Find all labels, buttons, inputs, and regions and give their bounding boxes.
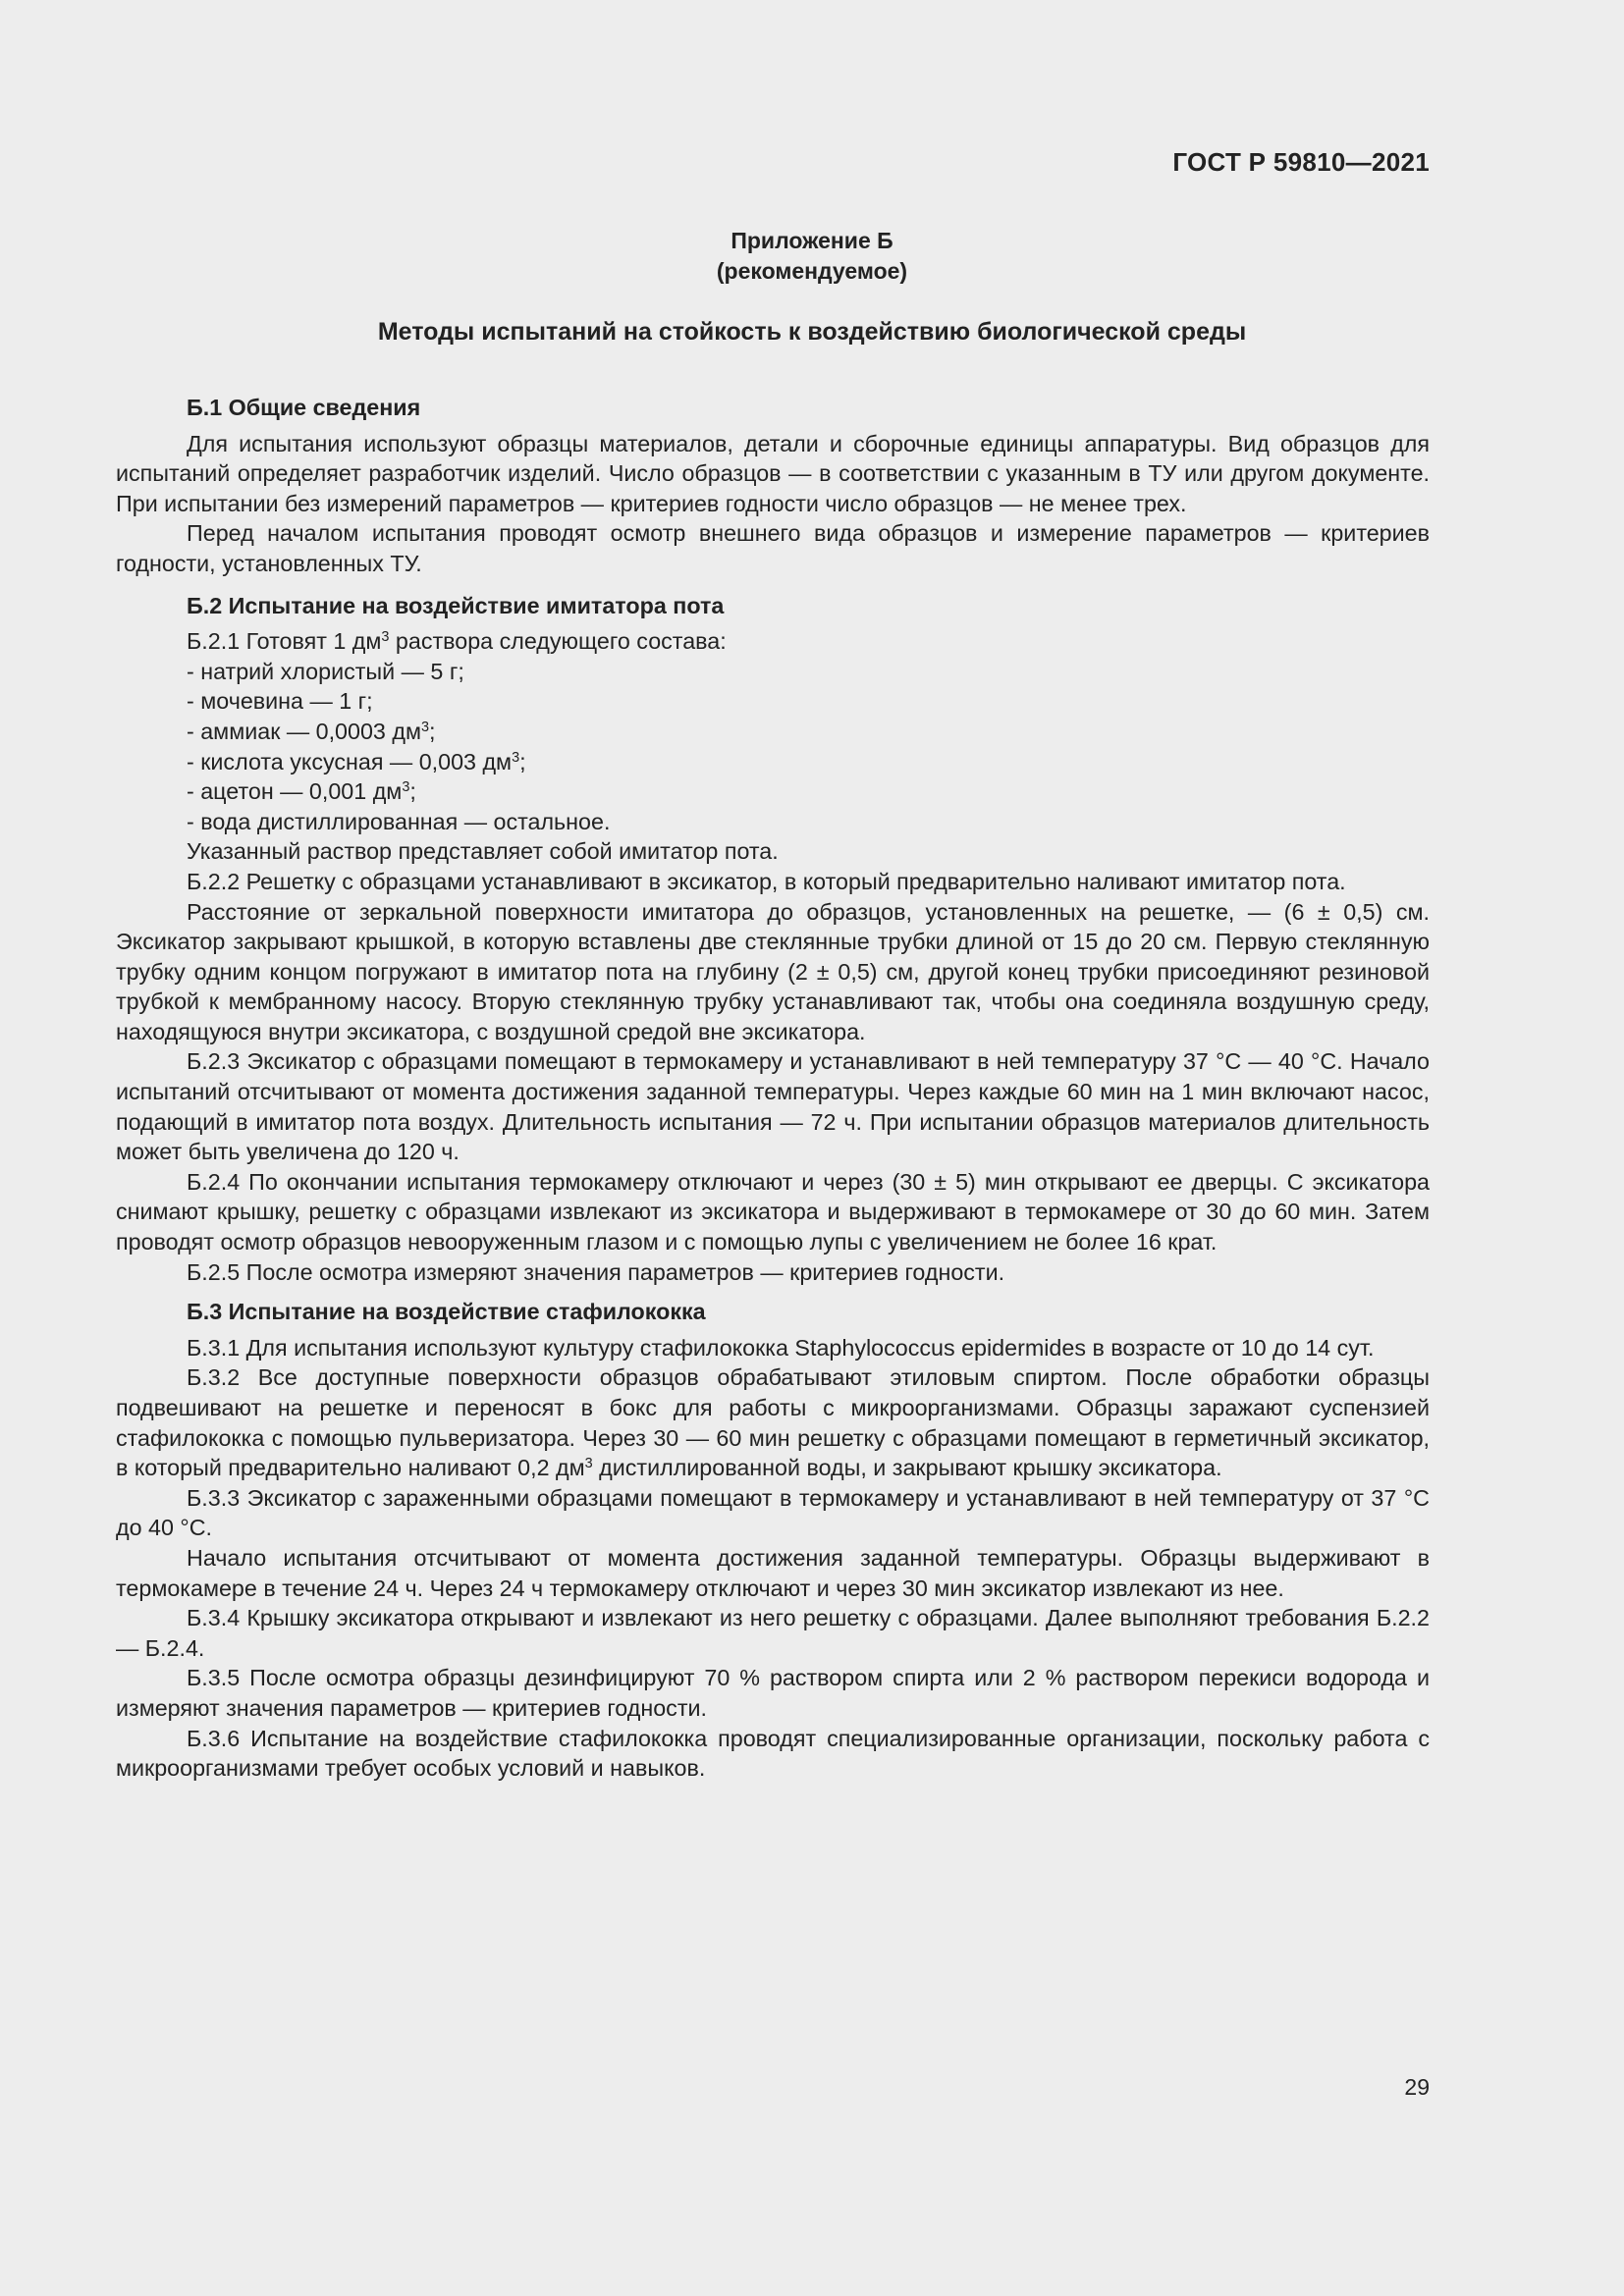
clause-b-3-5: Б.3.5 После осмотра образцы дезинфицируют 70 % раствором спирта или 2 % раствором перекиси водорода и измеряют значения параметров — критериев годности. xyxy=(116,1665,1430,1721)
list-item: - вода дистиллированная — остальное. xyxy=(187,808,611,834)
clause-b-2-5: Б.2.5 После осмотра измеряют значения параметров — критериев годности. xyxy=(187,1258,1005,1285)
section-heading-b2: Б.2 Испытание на воздействие имитатора пота xyxy=(187,592,725,618)
list-item: - аммиак — 0,0003 $дм^3$; xyxy=(187,718,436,744)
paragraph: Расстояние от зеркальной поверхности имитатора до образцов, установленных на решетке, — (6 ± 0,5) см. Эксикатор закрывают крышкой, в которую вставлены две стеклянные трубки длиной от 15 до 20 см. Первую стеклянную трубку одним концом погружают в имитатор пота на глубину (2 ± 0,5) см, другой конец трубки присоединяют резиновой трубкой к мембранному насосу. Вторую стеклянную трубку устанавливают так, чтобы она соединяла воздушную среду, находящуюся внутри эксикатора, с воздушной средой вне эксикатора. xyxy=(116,898,1430,1044)
annex-title: Приложение Б xyxy=(731,228,893,253)
document-title: Методы испытаний на стойкость к воздействию биологической среды xyxy=(377,318,1247,346)
annex-heading xyxy=(0,226,1624,287)
clause-b-3-6: Б.3.6 Испытание на воздействие стафилококка проводят специализированные организации, поскольку работа с микроорганизмами требует особых условий и навыков. xyxy=(116,1725,1430,1782)
clause-b-2-4: Б.2.4 По окончании испытания термокамеру отключают и через (30 ± 5) мин открывают ее дверцы. С эксикатора снимают крышку, решетку с образцами извлекают из эксикатора и выдерживают в термокамере от 30 до 60 мин. Затем проводят осмотр образцов невооруженным глазом и с помощью лупы с увеличением не более 16 крат. xyxy=(116,1168,1430,1255)
clause-b-3-4: Б.3.4 Крышку эксикатора открывают и извлекают из него решетку с образцами. Далее выполняют требования Б.2.2 — Б.2.4. xyxy=(116,1605,1430,1661)
paragraph: Перед началом испытания проводят осмотр внешнего вида образцов и измерение параметров — критериев годности, установленных ТУ. xyxy=(116,520,1430,576)
paragraph: Начало испытания отсчитывают от момента достижения заданной температуры. Образцы выдерживают в термокамере в течение 24 ч. Через 24 ч термокамеру отключают и через 30 мин эксикатор извлекают из нее. xyxy=(116,1544,1430,1601)
clause-b-3-3: Б.3.3 Эксикатор с зараженными образцами помещают в термокамеру и устанавливают в ней температуру от 37 °С до 40 °С. xyxy=(116,1484,1430,1541)
paragraph: Указанный раствор представляет собой имитатор пота. xyxy=(187,838,779,865)
document-body xyxy=(116,393,1430,1784)
clause-b-2-1: Б.2.1 Готовят 1 $дм^3$ раствора следующего состава: xyxy=(187,628,727,655)
clause-b-3-1: Б.3.1 Для испытания используют культуру стафилококка Staphylococcus epidermides в возрасте от 10 до 14 сут. xyxy=(187,1334,1375,1361)
list-item: - ацетон — 0,001 $дм^3$; xyxy=(187,778,416,805)
clause-b-2-3: Б.2.3 Эксикатор с образцами помещают в термокамеру и устанавливают в ней температуру 37 °С — 40 °С. Начало испытаний отсчитывают от момента достижения заданной температуры. Через каждые 60 мин на 1 мин включают насос, подающий в имитатор пота воздух. Длительность испытания — 72 ч. При испытании образцов материалов длительность может быть увеличена до 120 ч. xyxy=(116,1048,1430,1165)
clause-b-2-2: Б.2.2 Решетку с образцами устанавливают в эксикатор, в который предварительно наливают имитатор пота. xyxy=(187,868,1346,894)
list-item: - натрий хлористый — 5 г; xyxy=(187,658,464,684)
list-item: - мочевина — 1 г; xyxy=(187,688,373,715)
section-heading-b1: Б.1 Общие сведения xyxy=(187,395,421,420)
list-item: - кислота уксусная — 0,003 $дм^3$; xyxy=(187,748,526,774)
clause-b-3-2: Б.3.2 Все доступные поверхности образцов обрабатывают этиловым спиртом. После обработки образцы подвешивают на решетке и переносят в бокс для работы с микроорганизмами. Образцы заражают суспензией стафилококка с помощью пульверизатора. Через 30 — 60 мин решетку с образцами помещают в герметичный эксикатор, в который предварительно наливают 0,2 $дм^3$ дистиллированной воды, и закрывают крышку эксикатора. xyxy=(116,1364,1430,1481)
standard-number: ГОСТ Р 59810—2021 xyxy=(1172,147,1430,177)
page-number: 29 xyxy=(1404,2074,1430,2100)
paragraph: Для испытания используют образцы материалов, детали и сборочные единицы аппаратуры. Вид образцов для испытаний определяет разработчик изделий. Число образцов — в соответствии с указанным в ТУ или другом документе. При испытании без измерений параметров — критериев годности число образцов — не менее трех. xyxy=(116,430,1430,516)
section-heading-b3: Б.3 Испытание на воздействие стафилококка xyxy=(187,1299,706,1325)
annex-status: (рекомендуемое) xyxy=(716,258,908,284)
